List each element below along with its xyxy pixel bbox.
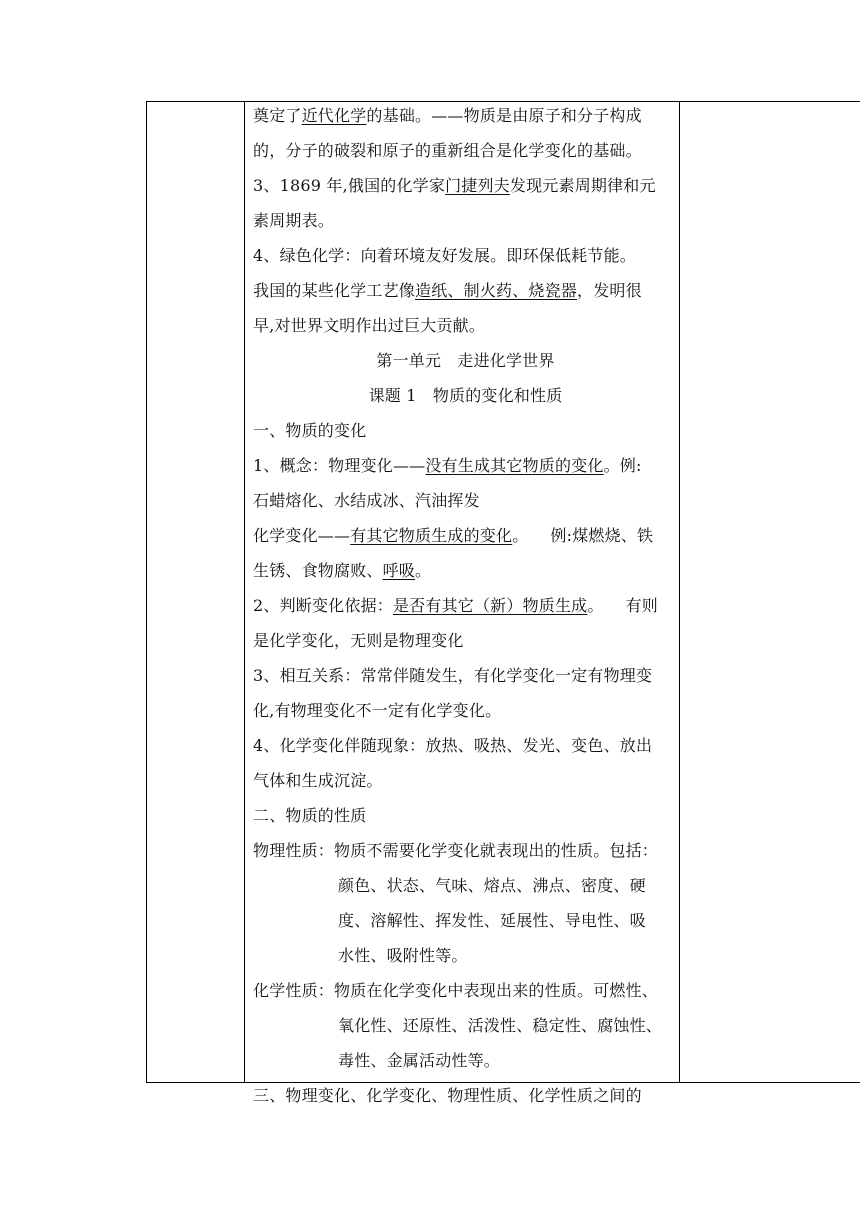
text-line: 化学性质：物质在化学变化中表现出来的性质。可燃性、: [253, 981, 659, 1000]
section-heading: 二、物质的性质: [253, 806, 367, 825]
text-line: 4、绿色化学：向着环境友好发展。即环保低耗节能。: [253, 246, 636, 265]
text-line: 水性、吸附性等。: [338, 946, 468, 965]
text-line: 化学变化——有其它物质生成的变化。 例:煤燃烧、铁: [253, 526, 654, 545]
text-line: 是化学变化，无则是物理变化: [253, 631, 464, 650]
text-line: 物理性质：物质不需要化学变化就表现出的性质。包括：: [253, 841, 659, 860]
content-table: [146, 101, 860, 1105]
text-line: 毒性、金属活动性等。: [338, 1051, 501, 1070]
unit-title: 第一单元 走进化学世界: [376, 351, 555, 370]
table-column-divider: [679, 102, 680, 1082]
text-line: 我国的某些化学工艺像造纸、制火药、烧瓷器，发明很: [253, 281, 642, 300]
text-line: 3、相互关系：常常伴随发生，有化学变化一定有物理变: [253, 666, 653, 685]
text-line: 早,对世界文明作出过巨大贡献。: [253, 316, 486, 335]
text-line: 生锈、食物腐败、呼吸。: [253, 561, 432, 580]
text-line: 度、溶解性、挥发性、延展性、导电性、吸: [338, 911, 646, 930]
text-line: 气体和生成沉淀。: [253, 771, 383, 790]
text-line: 奠定了近代化学的基础。——物质是由原子和分子构成: [253, 106, 642, 125]
text-line: 氧化性、还原性、活泼性、稳定性、腐蚀性、: [338, 1016, 663, 1035]
text-line: 3、1869 年,俄国的化学家门捷列夫发现元素周期律和元: [253, 176, 656, 195]
text-line: 2、判断变化依据：是否有其它（新）物质生成。 有则: [253, 596, 658, 615]
text-line: 1、概念：物理变化——没有生成其它物质的变化。例:: [253, 456, 642, 475]
section-heading: 三、物理变化、化学变化、物理性质、化学性质之间的: [253, 1086, 642, 1105]
table-column-divider: [244, 102, 245, 1082]
text-line: 的，分子的破裂和原子的重新组合是化学变化的基础。: [253, 141, 642, 160]
text-line: 化,有物理变化不一定有化学变化。: [253, 701, 502, 720]
main-content-cell: [253, 106, 678, 1121]
section-heading: 一、物质的变化: [253, 421, 367, 440]
text-line: 4、化学变化伴随现象：放热、吸热、发光、变色、放出: [253, 736, 653, 755]
text-line: 石蜡熔化、水结成冰、汽油挥发: [253, 491, 480, 510]
text-line: 颜色、状态、气味、熔点、沸点、密度、硬: [338, 876, 646, 895]
lesson-title: 课题 1 物质的变化和性质: [368, 386, 563, 405]
text-line: 素周期表。: [253, 211, 335, 230]
